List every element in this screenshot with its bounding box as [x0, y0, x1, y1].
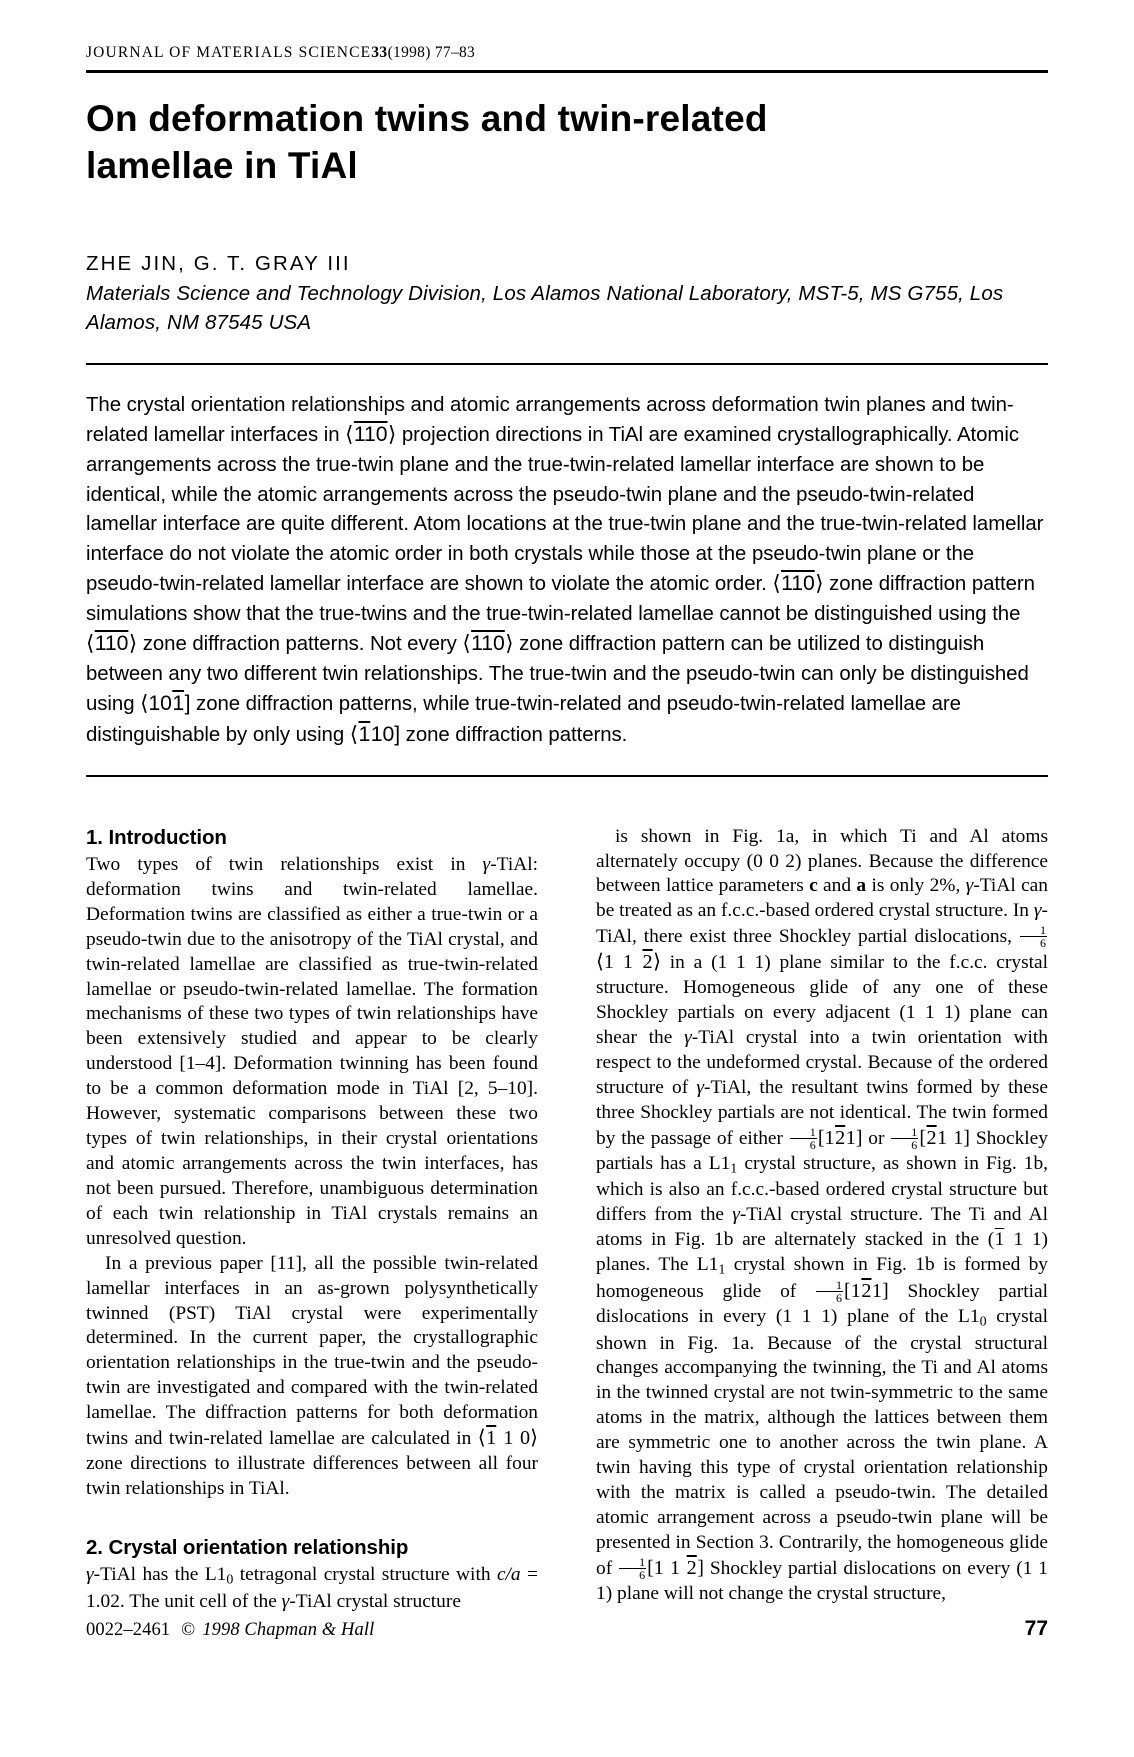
page-title: On deformation twins and twin-related lamellae in TiAl	[86, 98, 768, 187]
intro-p1-b: -TiAl: deformation twins and twin-related lamellae. Deformation twins are classified as either a true-twin or a pseudo-twin due to the anisotropy of the TiAl crystal, and twin-related lamellae are classified as true-twin-related lamellae or pseudo-twin-related lamellae. The formation mechanisms of these two types of twin relationships have been extensively studied and appear to be clearly understood [1–4]. Deformation twinning has been found to be a common deformation mode in TiAl [2, 5–10]. However, systematic comparisons between these two types of twin relationships, in their crystal orientations and atomic arrangements across the twin interfaces, has not been pursued. Therefore, unambiguous determination of each twin relationship in TiAl crystals remains an unresolved question.	[86, 853, 538, 1249]
section-heading-crystal-orientation: 2. Crystal orientation relationship	[86, 1535, 409, 1559]
gamma-symbol-4: γ	[965, 875, 974, 897]
crystal-p1-c: = 1.02. The unit cell of the	[86, 1564, 538, 1612]
intro-paragraph-2	[86, 1252, 538, 1502]
lattice-param-a: a	[856, 875, 867, 897]
fraction-one-sixth-1: $\frac{1}{6}$	[1020, 924, 1047, 949]
header-rule	[86, 70, 1048, 73]
intro-p2-a: In a previous paper [11], all the possible twin-related lamellar interfaces in an as-grown polysynthetically twinned (PST) TiAl crystal were experimentally determined. In the current paper, the crystallographic orientation relationships in the true-twin and the pseudo-twin are investigated and compared with the twin-related lamellae. The diffraction patterns for both deformation twins and twin-related lamellae are calculated in	[86, 1252, 538, 1450]
abstract-text-2: projection directions in TiAl are examined crystallographically. Atomic arrangements across the true-twin plane and the true-twin-related lamellar interface are shown to be identical, while the atomic arrangements across the pseudo-twin plane and the pseudo-twin-related lamellar interface are quite different. Atom locations at the true-twin plane and the true-twin-related lamellar interface do not violate the atomic order in both crystals while those at the pseudo-twin plane or the pseudo-twin-related lamellar interface are shown to violate the atomic order.	[86, 424, 1044, 596]
crystal-paragraph-1	[86, 1563, 538, 1614]
crystal-p1-d: -TiAl crystal structure	[289, 1590, 461, 1612]
page-footer	[86, 1617, 1048, 1641]
running-head	[86, 0, 1048, 62]
fraction-one-sixth-4: $\frac{1}{6}$	[816, 1279, 843, 1304]
column-left	[86, 825, 538, 1615]
miller-2bar11: [21 1]	[919, 1126, 970, 1149]
right-p1-j: or	[862, 1127, 891, 1149]
gamma-symbol-7: γ	[696, 1076, 704, 1098]
body-columns	[86, 825, 1048, 1615]
miller-direction-5: ⟨101]	[140, 692, 191, 716]
miller-1bar21-2: [121]	[844, 1280, 889, 1303]
publisher-name: 1998 Chapman & Hall	[202, 1620, 375, 1640]
right-p1-q: crystal shown in Fig. 1a. Because of the crystal structural changes accompanying the twinning, the Ti and Al atoms in the twinned crystal are not twin-symmetric to the same atoms in the matrix, although the lattices between them are symmetric one to another across the twin plane. A twin having this type of crystal orientation relationship with the matrix is called a pseudo-twin. The detailed atomic arrangement across a pseudo-twin plane will be presented in Section 3. Contrarily, the homogeneous glide of	[596, 1306, 1048, 1579]
journal-name: JOURNAL OF MATERIALS SCIENCE	[86, 44, 372, 61]
page-number: 77	[1024, 1617, 1048, 1640]
lattice-param-c: c	[809, 875, 818, 897]
abstract-text-1: The crystal orientation relationships and atomic arrangements across deformation twin planes and twin-related lamellar interfaces in	[86, 393, 1014, 447]
abstract-text-5: zone diffraction pattern can be utilized to distinguish between any two different twin relationships. The true-twin and the pseudo-twin can only be distinguished using	[86, 633, 1029, 716]
fraction-one-sixth-3: $\frac{1}{6}$	[891, 1126, 918, 1151]
c-over-a: c/a	[496, 1564, 521, 1586]
gamma-symbol: γ	[482, 853, 491, 875]
l10-subscript-2: 0	[979, 1314, 987, 1330]
gamma-symbol-8: γ	[732, 1203, 740, 1225]
gamma-symbol-5: γ	[1033, 900, 1042, 922]
abstract-bottom-rule	[86, 775, 1048, 777]
volume-number: 33	[371, 44, 388, 61]
right-p1-o: crystal shown in Fig. 1b is formed by homogeneous glide of	[596, 1253, 1049, 1303]
miller-direction-intro: ⟨1 1 0⟩	[477, 1427, 538, 1450]
footer-copyright-line	[86, 1620, 374, 1641]
fraction-one-sixth-5: $\frac{1}{6}$	[619, 1556, 646, 1581]
miller-direction-3: ⟨110⟩	[86, 632, 138, 656]
right-p1-p: Shockley partial dislocations in every (1 1 1) plane of the L1	[596, 1281, 1049, 1328]
issn-number: 0022–2461	[86, 1620, 171, 1640]
right-p1-e: -TiAl can be treated as an f.c.c.-based ordered crystal structure. In	[596, 875, 1048, 922]
right-paragraph-1	[596, 825, 1048, 1607]
l10-subscript: 0	[226, 1572, 234, 1588]
intro-paragraph-1	[86, 853, 538, 1252]
right-p1-h: -TiAl crystal into a twin orientation with respect to the undeformed crystal. Because of the ordered structure of	[596, 1026, 1049, 1098]
abstract	[86, 391, 1048, 751]
affiliation: Materials Science and Technology Division, Los Alamos National Laboratory, MST-5, MS G755, Los Alamos, NM 87545 USA	[86, 281, 1004, 334]
abstract-text-4: zone diffraction patterns. Not every	[137, 633, 463, 656]
crystal-p1-b: tetragonal crystal structure with	[233, 1564, 497, 1586]
right-p1-f: -TiAl, there exist three Shockley partial dislocations,	[596, 900, 1048, 948]
fraction-one-sixth-2: $\frac{1}{6}$	[790, 1126, 817, 1151]
gamma-symbol-2: γ	[86, 1564, 94, 1586]
gamma-symbol-3: γ	[281, 1590, 290, 1612]
right-p1-g: in a (1 1 1) plane similar to the f.c.c. crystal structure. Homogeneous glide of any one of these Shockley partials on every adjacent (1 1 1) plane can shear the	[596, 952, 1048, 1048]
right-p1-b: and	[817, 875, 857, 897]
miller-112bar: ⟨1 1 2⟩	[596, 951, 661, 974]
abstract-text-3: zone diffraction pattern simulations show that the true-twins and the true-twin-related lamellae cannot be distinguished using the	[86, 573, 1035, 625]
right-p1-a: is shown in Fig. 1a, in which Ti and Al atoms alternately occupy (0 0 2) planes. Because the difference between lattice parameters	[596, 825, 1048, 897]
section-heading-introduction: 1. Introduction	[86, 825, 227, 849]
right-p1-d: is only 2%,	[866, 875, 966, 897]
column-right	[596, 825, 1048, 1615]
abstract-top-rule	[86, 363, 1048, 365]
miller-direction-1: ⟨110⟩	[345, 423, 397, 447]
copyright-icon: ©	[181, 1620, 196, 1640]
abstract-text-7: zone diffraction patterns.	[400, 723, 628, 746]
intro-p2-b: zone directions to illustrate differences between all four twin relationships in TiAl.	[86, 1453, 538, 1499]
issue-pages: (1998) 77–83	[387, 44, 476, 61]
right-p1-r: Shockley partial dislocations on every (1 1 1) plane will not change the crystal structure,	[596, 1557, 1048, 1604]
crystal-p1-a: -TiAl has the L1	[93, 1564, 227, 1586]
right-p1-i: -TiAl, the resultant twins formed by these three Shockley partials are not identical. The twin formed by the passage of either	[596, 1076, 1048, 1149]
author-list: ZHE JIN, G. T. GRAY III	[86, 251, 351, 275]
miller-direction-2: ⟨110⟩	[772, 572, 824, 596]
l11-subscript-1: 1	[730, 1161, 738, 1177]
right-p1-k: Shockley partials has a L1	[596, 1127, 1048, 1174]
miller-direction-6: ⟨110]	[349, 722, 401, 746]
gamma-symbol-6: γ	[684, 1026, 692, 1048]
abstract-text-6: zone diffraction patterns, while true-twin-related and pseudo-twin-related lamellae are distinguishable by only using	[86, 693, 961, 746]
page-content	[86, 0, 1048, 1615]
miller-1bar-overline: 1	[994, 1228, 1005, 1250]
miller-1bar21-1: [121]	[817, 1126, 863, 1149]
miller-direction-4: ⟨110⟩	[462, 632, 514, 656]
right-p1-l: crystal structure, as shown in Fig. 1b, which is also an f.c.c.-based ordered crystal structure but differs from the	[596, 1152, 1048, 1225]
intro-p1-a: Two types of twin relationships exist in	[86, 853, 483, 875]
right-p1-n: 1 1) planes. The L1	[596, 1228, 1048, 1275]
right-p1-m: -TiAl crystal structure. The Ti and Al atoms in Fig. 1b are alternately stacked in the (	[596, 1203, 1049, 1250]
miller-112bar-2: [1 1 2]	[647, 1556, 704, 1579]
l11-subscript-2: 1	[718, 1262, 726, 1278]
